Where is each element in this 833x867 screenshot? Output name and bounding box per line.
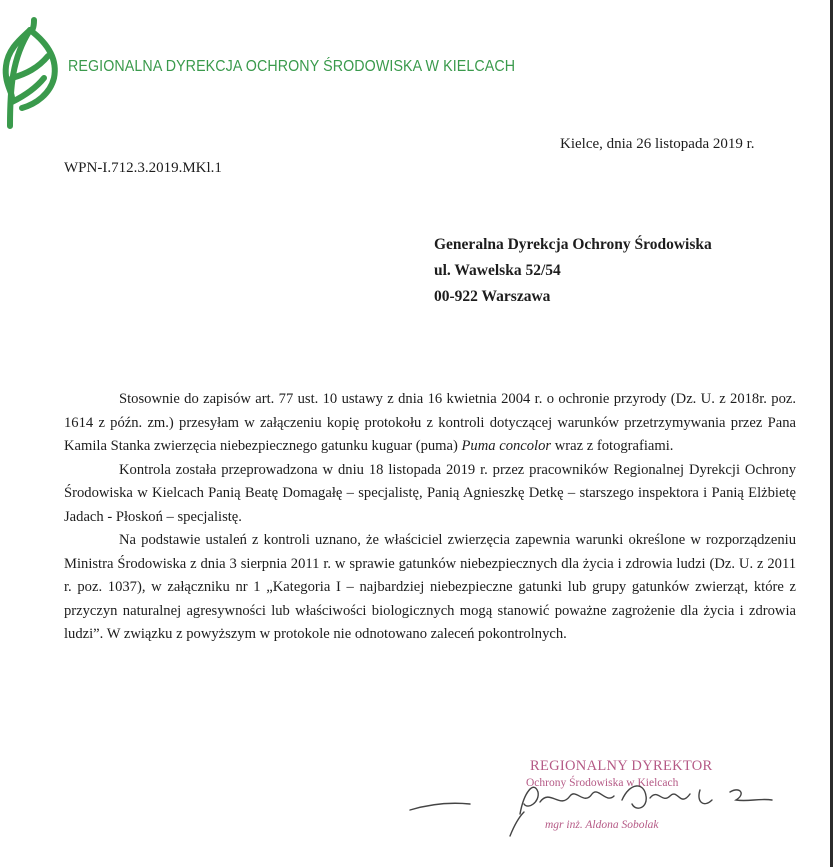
stamp-subtitle: Ochrony Środowiska w Kielcach [526,777,679,789]
recipient-city: 00-922 Warszawa [434,288,551,305]
species-name: Puma concolor [461,438,552,454]
signer-name: mgr inż. Aldona Sobolak [545,819,659,831]
recipient-address [434,232,712,310]
paragraph-2: Kontrola została przeprowadzona w dniu 18 listopada 2019 r. przez pracowników Regionalnej Dyrekcji Ochrony Środowiska w Kielcach Panią Beatę Domagałę – specjalistę, Panią Agnieszkę Detkę – starszego inspektora i Panią Elżbietę Jadach - Płoskoń – specjalistę. [64,461,796,525]
recipient-name: Generalna Dyrekcja Ochrony Środowiska [434,236,712,253]
letter-body [64,388,796,647]
paragraph-1 [64,388,796,459]
paragraph-1-text: Stosownie do zapisów art. 77 ust. 10 ustawy z dnia 16 kwietnia 2004 r. o ochronie przyrody (Dz. U. z 2018r. poz. 1614 z późn. zm.) przesyłam w załączeniu kopię protokołu z kontroli dotyczącej warunków przetrzymywania przez Pana Kamila Stanka zwierzęcia niebezpiecznego gatunku kuguar (puma) [64,391,796,454]
stamp-title: REGIONALNY DYREKTOR [530,758,713,774]
reference-number: WPN-I.712.3.2019.MKl.1 [64,160,222,176]
organization-name: REGIONALNA DYREKCJA OCHRONY ŚRODOWISKA W KIELCACH [68,58,516,75]
paragraph-3: Na podstawie ustaleń z kontroli uznano, że właściciel zwierzęcia zapewnia warunki określone w rozporządzeniu Ministra Środowiska z dnia 3 sierpnia 2011 r. w sprawie gatunków niebezpiecznych dla życia i zdrowia ludzi (Dz. U. z 2011 r. poz. 1037), w załączniku nr 1 „Kategoria I – najbardziej niebezpieczne gatunki lub grupy gatunków zwierząt, które z przyczyn naturalnej agresywności lub właściwości biologicznych mogą stanowić poważne zagrożenie dla życia i zdrowia ludzi”. W związku z powyższym w protokole nie odnotowano zaleceń pokontrolnych. [64,532,796,642]
handwritten-signature [400,752,820,852]
leaf-logo-icon [0,8,64,132]
recipient-street: ul. Wawelska 52/54 [434,262,561,279]
letter-date: Kielce, dnia 26 listopada 2019 r. [560,136,755,152]
signature-block [400,752,820,852]
paragraph-1-end: wraz z fotografiami. [551,438,674,454]
